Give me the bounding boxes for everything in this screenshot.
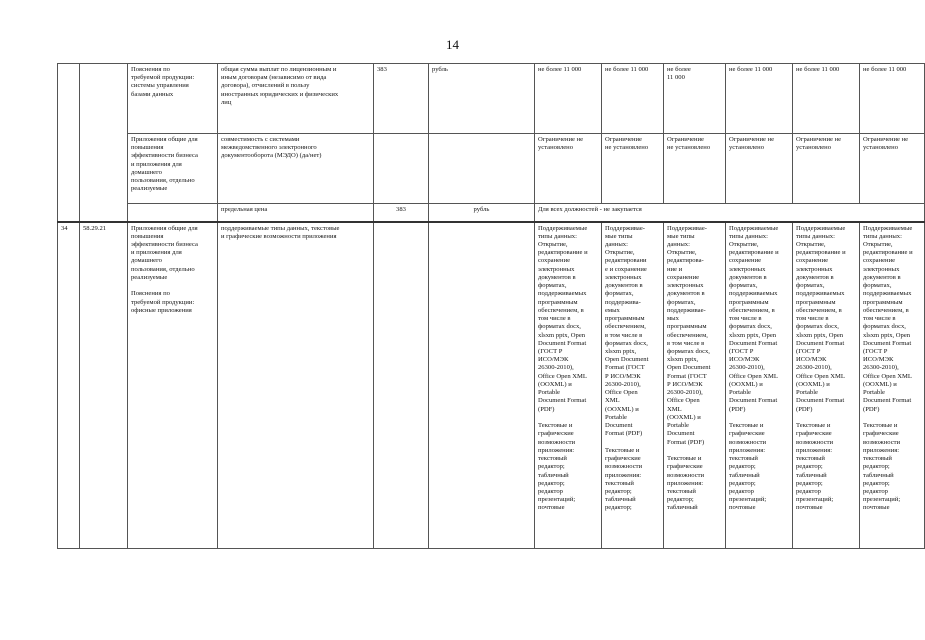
table-row [58,204,925,222]
table-row [58,134,925,204]
row-number-cell [58,64,80,222]
value-cell: не более 11 000 [602,64,664,134]
product-name-cell: Пояснения по требуемой продукции: системы управления базами данных [128,64,218,134]
value-cell: Поддерживаемые типы данных: Открытие, редактирование и сохранение электронных документов в форматах, поддерживаемых программным обеспечением, в том числе в форматах docx, xlsxm pptx, Open Document Format (ГОСТ Р ИСО/МЭК 26300-2010), Office Open XML (OOXML) и Portable Document Format (PDF) Текстовые и графические возможности приложения: текстовый редактор; табличный редактор; редактор презентаций; почтовые [535,222,602,549]
characteristic-cell: поддерживаемые типы данных, текстовые и графические возможности приложения [218,222,374,549]
value-cell: не более 11 000 [726,64,793,134]
okei-unit-cell: рубль [429,204,535,222]
merged-value-cell: Для всех должностей - не закупается [535,204,925,222]
value-cell: Ограничение не установлено [602,134,664,204]
okei-code-cell [374,222,429,549]
value-cell: Поддерживаемые типы данных: Открытие, редактирование и сохранение электронных документов в форматах, поддерживаемых программным обеспечением, в том числе в форматах docx, xlsxm pptx, Open Document Format (ГОСТ Р ИСО/МЭК 26300-2010), Office Open XML (OOXML) и Portable Document Format (PDF) Текстовые и графические возможности приложения: текстовый редактор; табличный редактор; редактор презентаций; почтовые [726,222,793,549]
requirements-table [57,63,925,549]
value-cell: Поддерживаемые типы данных: Открытие, редактирование и сохранение электронных документов в форматах, поддерживаемых программным обеспечением, в том числе в форматах docx, xlsxm pptx, Open Document Format (ГОСТ Р ИСО/МЭК 26300-2010), Office Open XML (OOXML) и Portable Document Format (PDF) Текстовые и графические возможности приложения: текстовый редактор; табличный редактор; редактор презентаций; почтовые [793,222,860,549]
value-cell: Поддерживаемые типы данных: Открытие, редактирование и сохранение электронных документов в форматах, поддерживаемых программным обеспечением, в том числе в форматах docx, xlsxm pptx, Open Document Format (ГОСТ Р ИСО/МЭК 26300-2010), Office Open XML (OOXML) и Portable Document Format (PDF) Текстовые и графические возможности приложения: текстовый редактор; табличный редактор; редактор презентаций; почтовые [860,222,925,549]
value-cell: не более 11 000 [664,64,726,134]
table-row [58,64,925,134]
value-cell: Ограничение не установлено [726,134,793,204]
okei-unit-cell [429,134,535,204]
okei-code-cell: 383 [374,64,429,134]
page-number: 14 [446,37,459,52]
value-cell: Поддерживае- мые типы данных: Открытие, редактирова- ние и сохранение электронных документов в форматах, поддерживае- мых программным обеспечением, в том числе в форматах docx, xlsxm pptx, Open Document Format (ГОСТ Р ИСО/МЭК 26300-2010), Office Open XML (OOXML) и Portable Document Format (PDF) Текстовые и графические возможности приложения: текстовый редактор; табличный [664,222,726,549]
value-cell: Поддерживае- мые типы данных: Открытие, редактировани е и сохранение электронных документов в форматах, поддержива- емых программным обеспечением, в том числе в форматах docx, xlsxm pptx, Open Document Format (ГОСТ Р ИСО/МЭК 26300-2010), Office Open XML (OOXML) и Portable Document Format (PDF) Текстовые и графические возможности приложения: текстовый редактор; табличный редактор; [602,222,664,549]
value-cell: Ограничение не установлено [860,134,925,204]
value-cell: не более 11 000 [860,64,925,134]
product-name-cell: Приложения общие для повышения эффективности бизнеса и приложения для домашнего пользования, отдельно реализуемые [128,134,218,204]
characteristic-cell: предельная цена [218,204,374,222]
okei-unit-cell: рубль [429,64,535,134]
okei-code-cell [374,134,429,204]
okei-unit-cell [429,222,535,549]
value-cell: Ограничение не установлено [535,134,602,204]
characteristic-cell: общая сумма выплат по лицензионным и иным договорам (независимо от вида договора), отчислений в пользу иностранных юридических и физических лиц [218,64,374,134]
characteristic-cell: совместимость с системами межведомственного электронного документооборота (МЭДО) (да/нет) [218,134,374,204]
row-number-cell: 34 [58,222,80,549]
value-cell: не более 11 000 [535,64,602,134]
okei-code-cell: 383 [374,204,429,222]
value-cell: Ограничение не установлено [793,134,860,204]
product-name-cell: Приложения общие для повышения эффективности бизнеса и приложения для домашнего пользования, отдельно реализуемые Пояснения по требуемой продукции: офисные приложения [128,222,218,549]
table-row [58,222,925,549]
value-cell: не более 11 000 [793,64,860,134]
okpd-code-cell [80,64,128,222]
product-name-cell [128,204,218,222]
value-cell: Ограничение не установлено [664,134,726,204]
okpd-code-cell: 58.29.21 [80,222,128,549]
